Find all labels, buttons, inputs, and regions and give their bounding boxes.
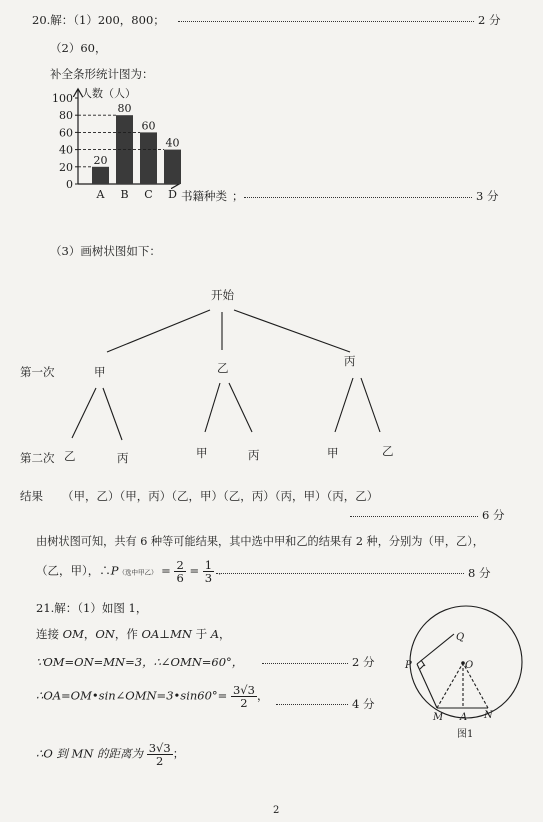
data-label: 60 xyxy=(141,119,156,133)
math: A xyxy=(210,627,220,641)
math: ON xyxy=(95,627,115,641)
prob-symbol: P xyxy=(110,563,119,578)
point-label: A xyxy=(460,712,468,723)
math: ∴O 到 MN 的距离为 xyxy=(36,746,144,761)
fraction-numerator: 2 xyxy=(176,558,184,572)
q21-line1: 21.解：（1）如图 1， xyxy=(36,601,148,615)
text: 于 xyxy=(191,627,211,641)
tree-row1-label: 第一次 xyxy=(20,365,55,379)
x-tick-label: B xyxy=(120,188,129,201)
fraction-denominator: 6 xyxy=(176,571,184,586)
prob-subscript: （选中甲乙） xyxy=(118,568,158,577)
chart-x-label-end: ； xyxy=(232,189,244,203)
prob-eq: = xyxy=(161,563,171,578)
q20-line4: （3）画树状图如下： xyxy=(50,244,161,258)
score-label: 8 分 xyxy=(468,566,491,580)
y-tick-label: 40 xyxy=(59,143,73,157)
conclusion-text: （乙，甲），∴ xyxy=(36,563,111,578)
score-label: 2 分 xyxy=(478,13,501,27)
figure-caption: 图1 xyxy=(457,729,474,740)
tree-root: 开始 xyxy=(211,288,234,302)
results-label: 结果 xyxy=(20,489,43,503)
prob-eq: = xyxy=(189,563,200,578)
text: ， xyxy=(219,627,231,641)
point-label: Q xyxy=(456,632,465,643)
tree-node: 甲 xyxy=(327,446,339,460)
fraction-numerator: 1 xyxy=(204,558,213,572)
point-label: M xyxy=(433,712,444,723)
text: ⊥ xyxy=(159,627,171,641)
data-label: 20 xyxy=(93,153,108,167)
tree-node: 甲 xyxy=(196,446,208,460)
score-label: 2 分 xyxy=(352,655,375,669)
q20-line2: （2）60， xyxy=(50,41,107,55)
score-label: 4 分 xyxy=(352,697,375,711)
score-label: 3 分 xyxy=(476,189,499,203)
prob-end: . xyxy=(217,563,222,578)
tree-node: 丙 xyxy=(248,448,260,462)
x-tick-label: C xyxy=(144,188,153,201)
text: 连接 xyxy=(36,627,63,641)
tree-node: 丙 xyxy=(344,354,356,368)
fraction-numerator: 3√3 xyxy=(148,741,171,755)
fraction-numerator: 3√3 xyxy=(232,683,255,697)
results-list: （甲，乙）（甲，丙）（乙，甲）（乙，丙）（丙，甲）（丙，乙） xyxy=(62,489,379,503)
y-axis-label: 人数（人） xyxy=(81,87,136,100)
math: OM xyxy=(62,627,84,641)
data-label: 80 xyxy=(117,102,132,116)
point-label: P xyxy=(405,660,412,671)
math: ∴OA=OM•sin∠OMN=3•sin60°= xyxy=(36,688,228,703)
data-label: 40 xyxy=(165,136,180,150)
q20-line3: 补全条形统计图为： xyxy=(50,67,154,81)
y-tick-label: 60 xyxy=(59,126,73,140)
conclusion-line-a: 由树状图可知，共有 6 种等可能结果，其中选中甲和乙的结果有 2 种，分别为（甲，乙）， xyxy=(36,535,484,548)
y-tick-label: 100 xyxy=(52,92,73,105)
y-tick-label: 80 xyxy=(59,109,73,123)
text: ，作 xyxy=(114,627,142,641)
x-tick-label: D xyxy=(168,188,177,201)
point-label: O xyxy=(465,660,474,671)
score-label: 6 分 xyxy=(482,508,505,522)
y-tick-label: 20 xyxy=(59,160,73,174)
page-number: 2 xyxy=(273,805,280,816)
chart-x-label: 书籍种类 xyxy=(181,189,227,203)
fraction-denominator: 2 xyxy=(156,754,164,769)
text: ； xyxy=(172,746,185,761)
text: ， xyxy=(83,627,96,641)
x-tick-label: A xyxy=(96,188,105,201)
fraction-denominator: 3 xyxy=(204,571,213,586)
tree-row2-label: 第二次 xyxy=(20,451,55,465)
tree-node: 乙 xyxy=(217,361,229,375)
math: MN xyxy=(170,627,192,641)
tree-node: 丙 xyxy=(117,451,129,465)
tree-node: 乙 xyxy=(64,449,76,463)
math: OA xyxy=(141,627,160,641)
fraction-denominator: 2 xyxy=(240,696,248,711)
text: ， xyxy=(256,688,269,703)
tree-node: 乙 xyxy=(382,444,394,458)
q20-line1: 20.解：（1）200，800； xyxy=(32,13,165,27)
y-tick-label: 0 xyxy=(66,178,73,191)
point-label: N xyxy=(484,710,493,721)
tree-node: 甲 xyxy=(94,365,106,379)
q21-line3: ∵OM=ON=MN=3，∴∠OMN=60°， xyxy=(36,655,244,669)
